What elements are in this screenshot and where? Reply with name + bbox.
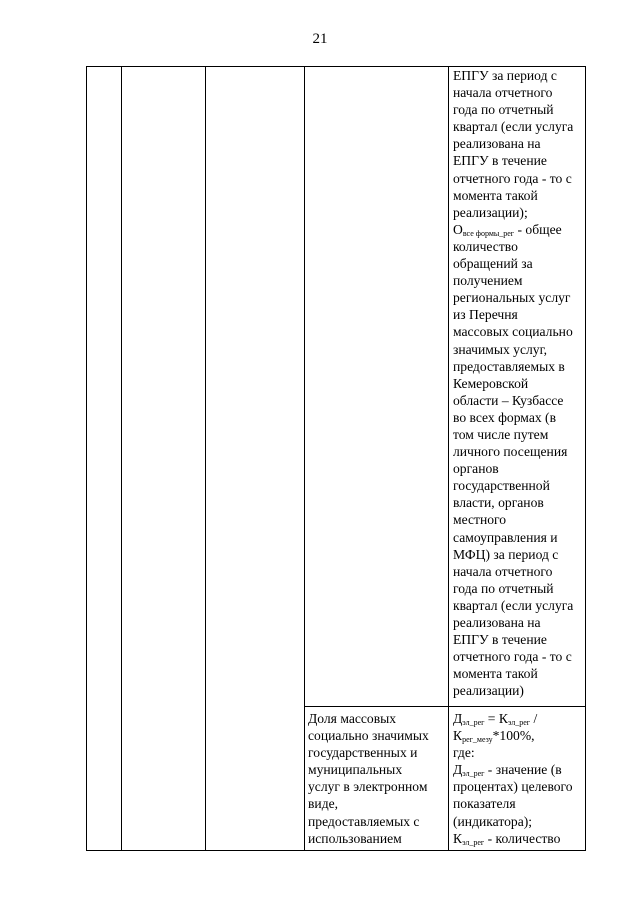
text-line: предоставляемых с xyxy=(308,813,420,829)
text-line: МФЦ) за период с xyxy=(453,546,559,562)
text-line: начала отчетного xyxy=(453,563,553,579)
text-line: из Перечня xyxy=(453,307,518,323)
text-line: момента такой xyxy=(453,187,538,203)
formula-symbol: Д xyxy=(453,711,463,726)
page-number: 21 xyxy=(312,31,328,47)
formula-cell xyxy=(453,710,573,847)
text-line: государственной xyxy=(453,478,550,494)
row-divider xyxy=(304,706,586,707)
formula-text: - значение (в xyxy=(484,762,562,778)
text-line: реализована на xyxy=(453,615,541,630)
table-border-bottom xyxy=(86,850,586,851)
text-line: реализации); xyxy=(453,204,528,220)
text-line: обращений за xyxy=(453,256,533,272)
formula-text: - количество xyxy=(484,830,561,846)
formula-symbol: Д xyxy=(453,762,463,778)
formula-line xyxy=(453,761,573,778)
text-line: отчетного года - то с xyxy=(453,170,572,186)
text-line: показателя xyxy=(453,796,516,812)
formula-subscript: эл_рег xyxy=(507,718,531,727)
text-line: Кемеровской xyxy=(453,375,529,391)
text-line: услуг в электронном xyxy=(308,779,428,795)
indicator-name-cell xyxy=(308,710,429,847)
text-line: получением xyxy=(453,273,523,289)
text-line: где: xyxy=(453,745,475,761)
text-line: государственных и xyxy=(308,745,418,761)
text-line: реализации) xyxy=(453,683,524,699)
text-line: момента такой xyxy=(453,666,538,682)
text-line: том числе путем xyxy=(453,426,549,442)
column-divider xyxy=(121,66,122,851)
text-line: квартал (если услуга xyxy=(453,597,574,613)
text-line: года по отчетный xyxy=(453,102,554,118)
column-divider xyxy=(304,66,305,851)
text-line: виде, xyxy=(308,796,339,812)
formula-symbol: К xyxy=(453,830,463,846)
text-line: процентах) целевого xyxy=(453,779,573,795)
indicator-table xyxy=(86,66,586,851)
text-line: начала отчетного xyxy=(453,85,553,101)
formula-subscript: рег_мезу xyxy=(462,735,493,745)
row1-description-cell xyxy=(453,67,573,699)
column-divider xyxy=(448,66,449,851)
column-divider xyxy=(205,66,206,851)
text-line: во всех формах (в xyxy=(453,409,556,425)
text-line: муниципальных xyxy=(308,762,403,778)
formula-text: / xyxy=(530,711,538,726)
text-line: самоуправления и xyxy=(453,529,558,545)
text-line: местного xyxy=(453,512,507,528)
formula-subscript: все формы_рег xyxy=(462,228,515,238)
text-line: массовых социально xyxy=(453,324,573,340)
formula-line xyxy=(453,221,573,238)
text-line: ЕПГУ в течение xyxy=(453,632,547,648)
text-line: ЕПГУ в течение xyxy=(453,153,547,169)
text-line: социально значимых xyxy=(308,728,429,744)
formula-line xyxy=(453,727,573,744)
table-border-left xyxy=(86,66,87,851)
text-line: года по отчетный xyxy=(453,580,554,596)
text-line: личного посещения xyxy=(453,444,568,460)
formula-text: *100%, xyxy=(492,728,535,744)
text-line: предоставляемых в xyxy=(453,358,565,374)
text-line: реализована на xyxy=(453,136,541,152)
text-line: отчетного года - то с xyxy=(453,649,572,665)
formula-text: - общее xyxy=(514,221,562,237)
text-line: региональных услуг xyxy=(453,290,571,306)
text-line: власти, органов xyxy=(453,495,544,511)
formula-line xyxy=(453,710,573,727)
formula-symbol: К xyxy=(453,728,463,744)
formula-subscript: эл_рег xyxy=(462,718,485,727)
text-line: (индикатора); xyxy=(453,813,533,829)
formula-line xyxy=(453,830,573,847)
formula-text: = К xyxy=(484,711,508,726)
text-line: области – Кузбассе xyxy=(453,392,564,408)
text-line: органов xyxy=(453,461,499,477)
text-line: ЕПГУ за период с xyxy=(453,68,557,83)
text-line: количество xyxy=(453,238,518,254)
formula-symbol: О xyxy=(453,221,463,237)
text-line: квартал (если услуга xyxy=(453,119,574,135)
formula-subscript: эл_рег xyxy=(462,769,485,779)
text-line: Доля массовых xyxy=(308,711,397,726)
formula-subscript: эл_рег xyxy=(462,837,485,847)
text-line: использованием xyxy=(308,830,402,846)
text-line: значимых услуг, xyxy=(453,341,548,357)
table-border-right xyxy=(585,66,586,851)
